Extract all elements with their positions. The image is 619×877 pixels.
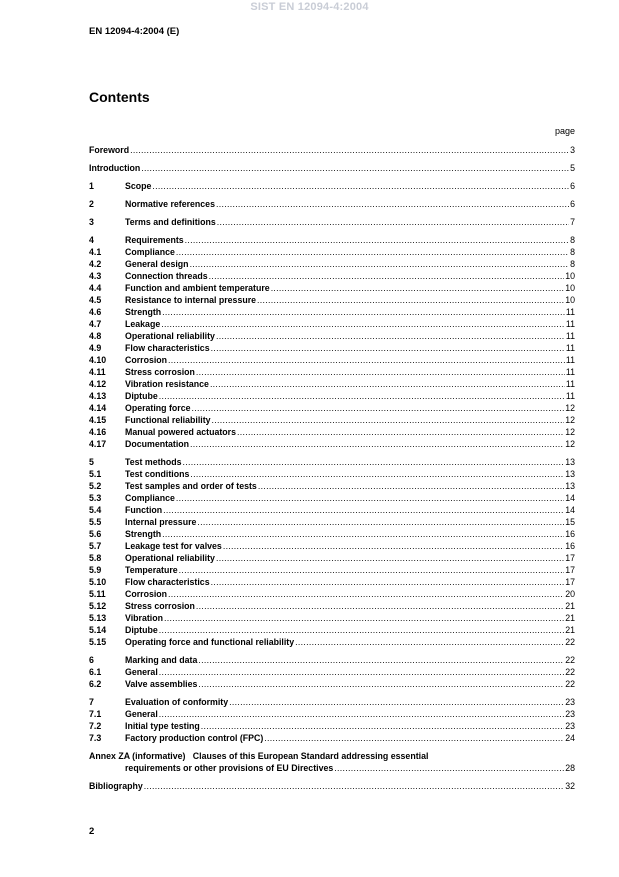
dot-leader xyxy=(216,552,564,564)
toc-entry-number: 4.5 xyxy=(89,295,102,305)
toc-entry-number: 5.3 xyxy=(89,493,102,503)
toc-entry-title: Test methods xyxy=(125,457,182,467)
toc-entry-page: 10 xyxy=(565,271,575,281)
toc-entry-title: Initial type testing xyxy=(125,721,200,731)
annex-title-line1: Annex ZA (informative) Clauses of this European Standard addressing essential xyxy=(89,751,429,761)
toc-entry-number: 4.15 xyxy=(89,415,107,425)
toc-entry-number: 4.11 xyxy=(89,367,106,377)
toc-entry[interactable] xyxy=(89,426,575,438)
toc-entry-title: Evaluation of conformity xyxy=(125,697,229,707)
toc-entry[interactable] xyxy=(89,708,575,720)
table-of-contents xyxy=(89,144,575,792)
toc-entry-title: Operational reliability xyxy=(125,331,215,341)
toc-entry-page: 10 xyxy=(565,295,575,305)
dot-leader xyxy=(176,246,569,258)
toc-entry-page: 22 xyxy=(565,637,575,647)
toc-entry-page: 12 xyxy=(565,415,575,425)
toc-entry-page: 11 xyxy=(565,319,575,329)
dot-leader xyxy=(229,696,564,708)
toc-entry[interactable] xyxy=(89,588,575,600)
toc-entry-number: 5.8 xyxy=(89,553,102,563)
dot-leader xyxy=(130,144,569,156)
dot-leader xyxy=(190,468,564,480)
toc-entry-page: 22 xyxy=(565,679,575,689)
dot-leader xyxy=(179,564,565,576)
toc-entry-page: 14 xyxy=(565,505,575,515)
dot-leader xyxy=(257,294,564,306)
toc-entry-annex[interactable] xyxy=(89,750,575,774)
toc-entry-page: 23 xyxy=(565,721,575,731)
toc-entry-number: 5 xyxy=(89,457,94,467)
dot-leader xyxy=(209,270,565,282)
toc-entry[interactable] xyxy=(89,144,575,156)
toc-entry[interactable] xyxy=(89,504,575,516)
dot-leader xyxy=(212,414,565,426)
dot-leader xyxy=(196,600,564,612)
toc-entry-number: 3 xyxy=(89,217,94,227)
toc-entry-page: 12 xyxy=(565,427,575,437)
toc-entry-number: 6 xyxy=(89,655,94,665)
toc-entry[interactable] xyxy=(89,456,575,468)
toc-entry-title: General xyxy=(125,709,158,719)
toc-entry-page: 16 xyxy=(565,541,575,551)
dot-leader xyxy=(264,732,564,744)
toc-entry[interactable] xyxy=(89,414,575,426)
toc-entry-title: Function and ambient temperature xyxy=(125,283,270,293)
toc-entry[interactable] xyxy=(89,246,575,258)
toc-entry[interactable] xyxy=(89,354,575,366)
toc-entry-title: Flow characteristics xyxy=(125,577,210,587)
dot-leader xyxy=(152,180,569,192)
toc-entry-page: 13 xyxy=(565,457,575,467)
toc-entry[interactable] xyxy=(89,306,575,318)
toc-entry-title: Diptube xyxy=(125,625,158,635)
toc-entry-title: Terms and definitions xyxy=(125,217,216,227)
toc-entry-page: 21 xyxy=(565,601,575,611)
dot-leader xyxy=(210,378,565,390)
toc-entry-number: 4.16 xyxy=(89,427,107,437)
toc-entry[interactable] xyxy=(89,258,575,270)
toc-entry-page: 20 xyxy=(565,589,575,599)
document-id: EN 12094-4:2004 (E) xyxy=(89,26,180,37)
dot-leader xyxy=(216,330,565,342)
dot-leader xyxy=(190,258,570,270)
toc-entry[interactable] xyxy=(89,468,575,480)
toc-entry-title: Test samples and order of tests xyxy=(125,481,257,491)
toc-entry-page: 21 xyxy=(565,625,575,635)
toc-entry-page: 17 xyxy=(565,553,575,563)
toc-entry-title: Bibliography xyxy=(89,781,143,791)
toc-entry-page: 13 xyxy=(565,469,575,479)
toc-entry-number: 5.6 xyxy=(89,529,102,539)
toc-entry-title: Factory production control (FPC) xyxy=(125,733,264,743)
dot-leader xyxy=(163,504,564,516)
toc-entry-number: 7 xyxy=(89,697,94,707)
toc-entry-title: Compliance xyxy=(125,247,175,257)
toc-entry-page: 8 xyxy=(570,235,575,245)
dot-leader xyxy=(198,678,564,690)
toc-entry-page: 8 xyxy=(570,247,575,257)
toc-entry-title: Corrosion xyxy=(125,589,168,599)
dot-leader xyxy=(196,366,565,378)
toc-entry-number: 4.4 xyxy=(89,283,102,293)
toc-entry-page: 11 xyxy=(565,379,575,389)
toc-entry-title: Vibration xyxy=(125,613,163,623)
dot-leader xyxy=(159,624,564,636)
toc-entry-title: Introduction xyxy=(89,163,141,173)
toc-entry-page: 32 xyxy=(565,781,575,791)
dot-leader xyxy=(295,636,564,648)
toc-entry-page: 22 xyxy=(565,655,575,665)
toc-entry-page: 6 xyxy=(570,181,575,191)
toc-entry[interactable] xyxy=(89,282,575,294)
dot-leader xyxy=(176,492,564,504)
dot-leader xyxy=(159,708,564,720)
toc-entry-title: Strength xyxy=(125,529,162,539)
dot-leader xyxy=(211,576,565,588)
dot-leader xyxy=(164,612,564,624)
toc-entry-page: 8 xyxy=(570,259,575,269)
toc-entry[interactable] xyxy=(89,564,575,576)
dot-leader xyxy=(161,318,565,330)
watermark: SIST EN 12094-4:2004 xyxy=(250,1,369,13)
toc-entry[interactable] xyxy=(89,600,575,612)
toc-entry[interactable] xyxy=(89,342,575,354)
toc-entry[interactable] xyxy=(89,516,575,528)
toc-entry-page: 23 xyxy=(565,709,575,719)
dot-leader xyxy=(141,162,569,174)
toc-entry-page: 21 xyxy=(565,613,575,623)
dot-leader xyxy=(159,390,565,402)
toc-entry[interactable] xyxy=(89,216,575,228)
toc-entry-title: Stress corrosion xyxy=(125,367,195,377)
annex-title-line2: requirements or other provisions of EU Directives xyxy=(125,763,334,773)
toc-entry-number: 1 xyxy=(89,181,94,191)
toc-entry[interactable] xyxy=(89,402,575,414)
toc-entry-page: 17 xyxy=(565,577,575,587)
dot-leader xyxy=(185,234,569,246)
dot-leader xyxy=(217,216,569,228)
dot-leader xyxy=(201,720,564,732)
toc-entry[interactable] xyxy=(89,180,575,192)
toc-entry-number: 6.2 xyxy=(89,679,102,689)
toc-entry-title: General xyxy=(125,667,158,677)
toc-entry-title: Diptube xyxy=(125,391,158,401)
toc-entry[interactable] xyxy=(89,480,575,492)
toc-entry-title: Test conditions xyxy=(125,469,190,479)
toc-entry-title: Strength xyxy=(125,307,162,317)
toc-entry-page: 7 xyxy=(570,217,575,227)
toc-entry[interactable] xyxy=(89,654,575,666)
toc-entry[interactable] xyxy=(89,528,575,540)
page-title: Contents xyxy=(89,89,150,105)
toc-entry-page: 11 xyxy=(565,367,575,377)
dot-leader xyxy=(258,480,564,492)
toc-entry-title: Operating force and functional reliability xyxy=(125,637,295,647)
page-number: 2 xyxy=(89,826,95,837)
toc-entry-number: 6.1 xyxy=(89,667,102,677)
dot-leader xyxy=(271,282,565,294)
toc-entry-page: 11 xyxy=(565,307,575,317)
toc-entry-title: Foreword xyxy=(89,145,130,155)
toc-entry-title: Leakage xyxy=(125,319,161,329)
toc-entry-page: 12 xyxy=(565,439,575,449)
toc-entry-page: 15 xyxy=(565,517,575,527)
toc-entry[interactable] xyxy=(89,612,575,624)
toc-entry-title: Operational reliability xyxy=(125,553,215,563)
toc-entry[interactable] xyxy=(89,576,575,588)
dot-leader xyxy=(159,666,564,678)
toc-entry[interactable] xyxy=(89,732,575,744)
toc-entry[interactable] xyxy=(89,624,575,636)
dot-leader xyxy=(211,342,565,354)
toc-entry[interactable] xyxy=(89,678,575,690)
toc-entry-number: 5.1 xyxy=(89,469,102,479)
toc-entry-number: 4.14 xyxy=(89,403,107,413)
toc-entry-number: 5.4 xyxy=(89,505,102,515)
toc-entry-number: 5.10 xyxy=(89,577,107,587)
dot-leader xyxy=(197,516,564,528)
toc-entry-page: 23 xyxy=(565,697,575,707)
toc-entry-page: 17 xyxy=(565,565,575,575)
toc-entry-number: 4.3 xyxy=(89,271,102,281)
toc-entry[interactable] xyxy=(89,552,575,564)
toc-entry-number: 4.2 xyxy=(89,259,102,269)
toc-entry-number: 5.13 xyxy=(89,613,107,623)
toc-entry-page: 3 xyxy=(570,145,575,155)
dot-leader xyxy=(237,426,564,438)
dot-leader xyxy=(216,198,569,210)
toc-entry-page: 11 xyxy=(565,343,575,353)
toc-entry-number: 5.2 xyxy=(89,481,102,491)
dot-leader xyxy=(183,456,565,468)
toc-entry-title: Documentation xyxy=(125,439,190,449)
toc-entry-page: 22 xyxy=(565,667,575,677)
dot-leader xyxy=(223,540,564,552)
toc-entry-page: 11 xyxy=(565,391,575,401)
toc-entry[interactable] xyxy=(89,636,575,648)
toc-entry-page: 6 xyxy=(570,199,575,209)
toc-entry-number: 5.12 xyxy=(89,601,107,611)
toc-entry[interactable] xyxy=(89,492,575,504)
toc-entry-title: Compliance xyxy=(125,493,175,503)
toc-entry[interactable] xyxy=(89,720,575,732)
toc-entry-title: Valve assemblies xyxy=(125,679,198,689)
toc-entry[interactable] xyxy=(89,438,575,450)
dot-leader xyxy=(334,762,564,774)
toc-entry[interactable] xyxy=(89,696,575,708)
toc-entry-title: Operating force xyxy=(125,403,191,413)
dot-leader xyxy=(190,438,564,450)
toc-entry-title: Scope xyxy=(125,181,152,191)
toc-entry-number: 5.7 xyxy=(89,541,102,551)
toc-entry-number: 4.17 xyxy=(89,439,107,449)
toc-entry-page: 13 xyxy=(565,481,575,491)
toc-entry-title: Connection threads xyxy=(125,271,208,281)
toc-entry-title: Resistance to internal pressure xyxy=(125,295,257,305)
toc-entry[interactable] xyxy=(89,162,575,174)
toc-entry[interactable] xyxy=(89,666,575,678)
toc-entry-page: 5 xyxy=(570,163,575,173)
dot-leader xyxy=(162,306,565,318)
toc-entry-number: 4 xyxy=(89,235,94,245)
toc-entry-page: 11 xyxy=(565,331,575,341)
toc-entry[interactable] xyxy=(89,198,575,210)
toc-entry-title: Corrosion xyxy=(125,355,168,365)
toc-entry[interactable] xyxy=(89,366,575,378)
toc-entry-number: 5.14 xyxy=(89,625,107,635)
toc-entry-title: General design xyxy=(125,259,189,269)
toc-entry-page: 12 xyxy=(565,403,575,413)
toc-entry-number: 7.1 xyxy=(89,709,102,719)
toc-entry-page: 14 xyxy=(565,493,575,503)
toc-entry-title: Function xyxy=(125,505,163,515)
toc-entry[interactable] xyxy=(89,390,575,402)
toc-entry-number: 5.5 xyxy=(89,517,102,527)
toc-entry-number: 7.3 xyxy=(89,733,102,743)
toc-entry-number: 4.1 xyxy=(89,247,102,257)
toc-entry-page: 11 xyxy=(565,355,575,365)
annex-page: 28 xyxy=(565,763,575,773)
toc-entry-number: 4.6 xyxy=(89,307,102,317)
toc-entry[interactable] xyxy=(89,780,575,792)
toc-entry-number: 2 xyxy=(89,199,94,209)
toc-entry-number: 4.10 xyxy=(89,355,107,365)
toc-entry[interactable] xyxy=(89,318,575,330)
toc-entry[interactable] xyxy=(89,330,575,342)
toc-entry-title: Manual powered actuators xyxy=(125,427,236,437)
dot-leader xyxy=(168,588,564,600)
toc-entry-number: 4.12 xyxy=(89,379,107,389)
toc-entry[interactable] xyxy=(89,234,575,246)
toc-entry-number: 4.7 xyxy=(89,319,102,329)
toc-entry-page: 16 xyxy=(565,529,575,539)
toc-entry-page: 24 xyxy=(565,733,575,743)
toc-entry-number: 4.9 xyxy=(89,343,102,353)
toc-entry[interactable] xyxy=(89,294,575,306)
toc-entry-title: Leakage test for valves xyxy=(125,541,222,551)
page-column-label: page xyxy=(554,126,575,136)
toc-entry-title: Temperature xyxy=(125,565,178,575)
dot-leader xyxy=(168,354,565,366)
toc-entry-number: 4.8 xyxy=(89,331,102,341)
toc-entry-title: Stress corrosion xyxy=(125,601,195,611)
toc-entry-title: Vibration resistance xyxy=(125,379,209,389)
toc-entry-number: 5.11 xyxy=(89,589,106,599)
toc-entry-title: Marking and data xyxy=(125,655,198,665)
toc-entry[interactable] xyxy=(89,270,575,282)
dot-leader xyxy=(198,654,564,666)
toc-entry-number: 4.13 xyxy=(89,391,107,401)
toc-entry-title: Normative references xyxy=(125,199,215,209)
dot-leader xyxy=(192,402,565,414)
dot-leader xyxy=(144,780,564,792)
toc-entry-number: 5.15 xyxy=(89,637,107,647)
toc-entry-title: Flow characteristics xyxy=(125,343,210,353)
toc-entry-page: 10 xyxy=(565,283,575,293)
dot-leader xyxy=(162,528,564,540)
toc-entry-title: Functional reliability xyxy=(125,415,211,425)
toc-entry-number: 5.9 xyxy=(89,565,102,575)
toc-entry-title: Requirements xyxy=(125,235,184,245)
toc-entry-title: Internal pressure xyxy=(125,517,197,527)
toc-entry-number: 7.2 xyxy=(89,721,102,731)
toc-entry[interactable] xyxy=(89,540,575,552)
toc-entry[interactable] xyxy=(89,378,575,390)
